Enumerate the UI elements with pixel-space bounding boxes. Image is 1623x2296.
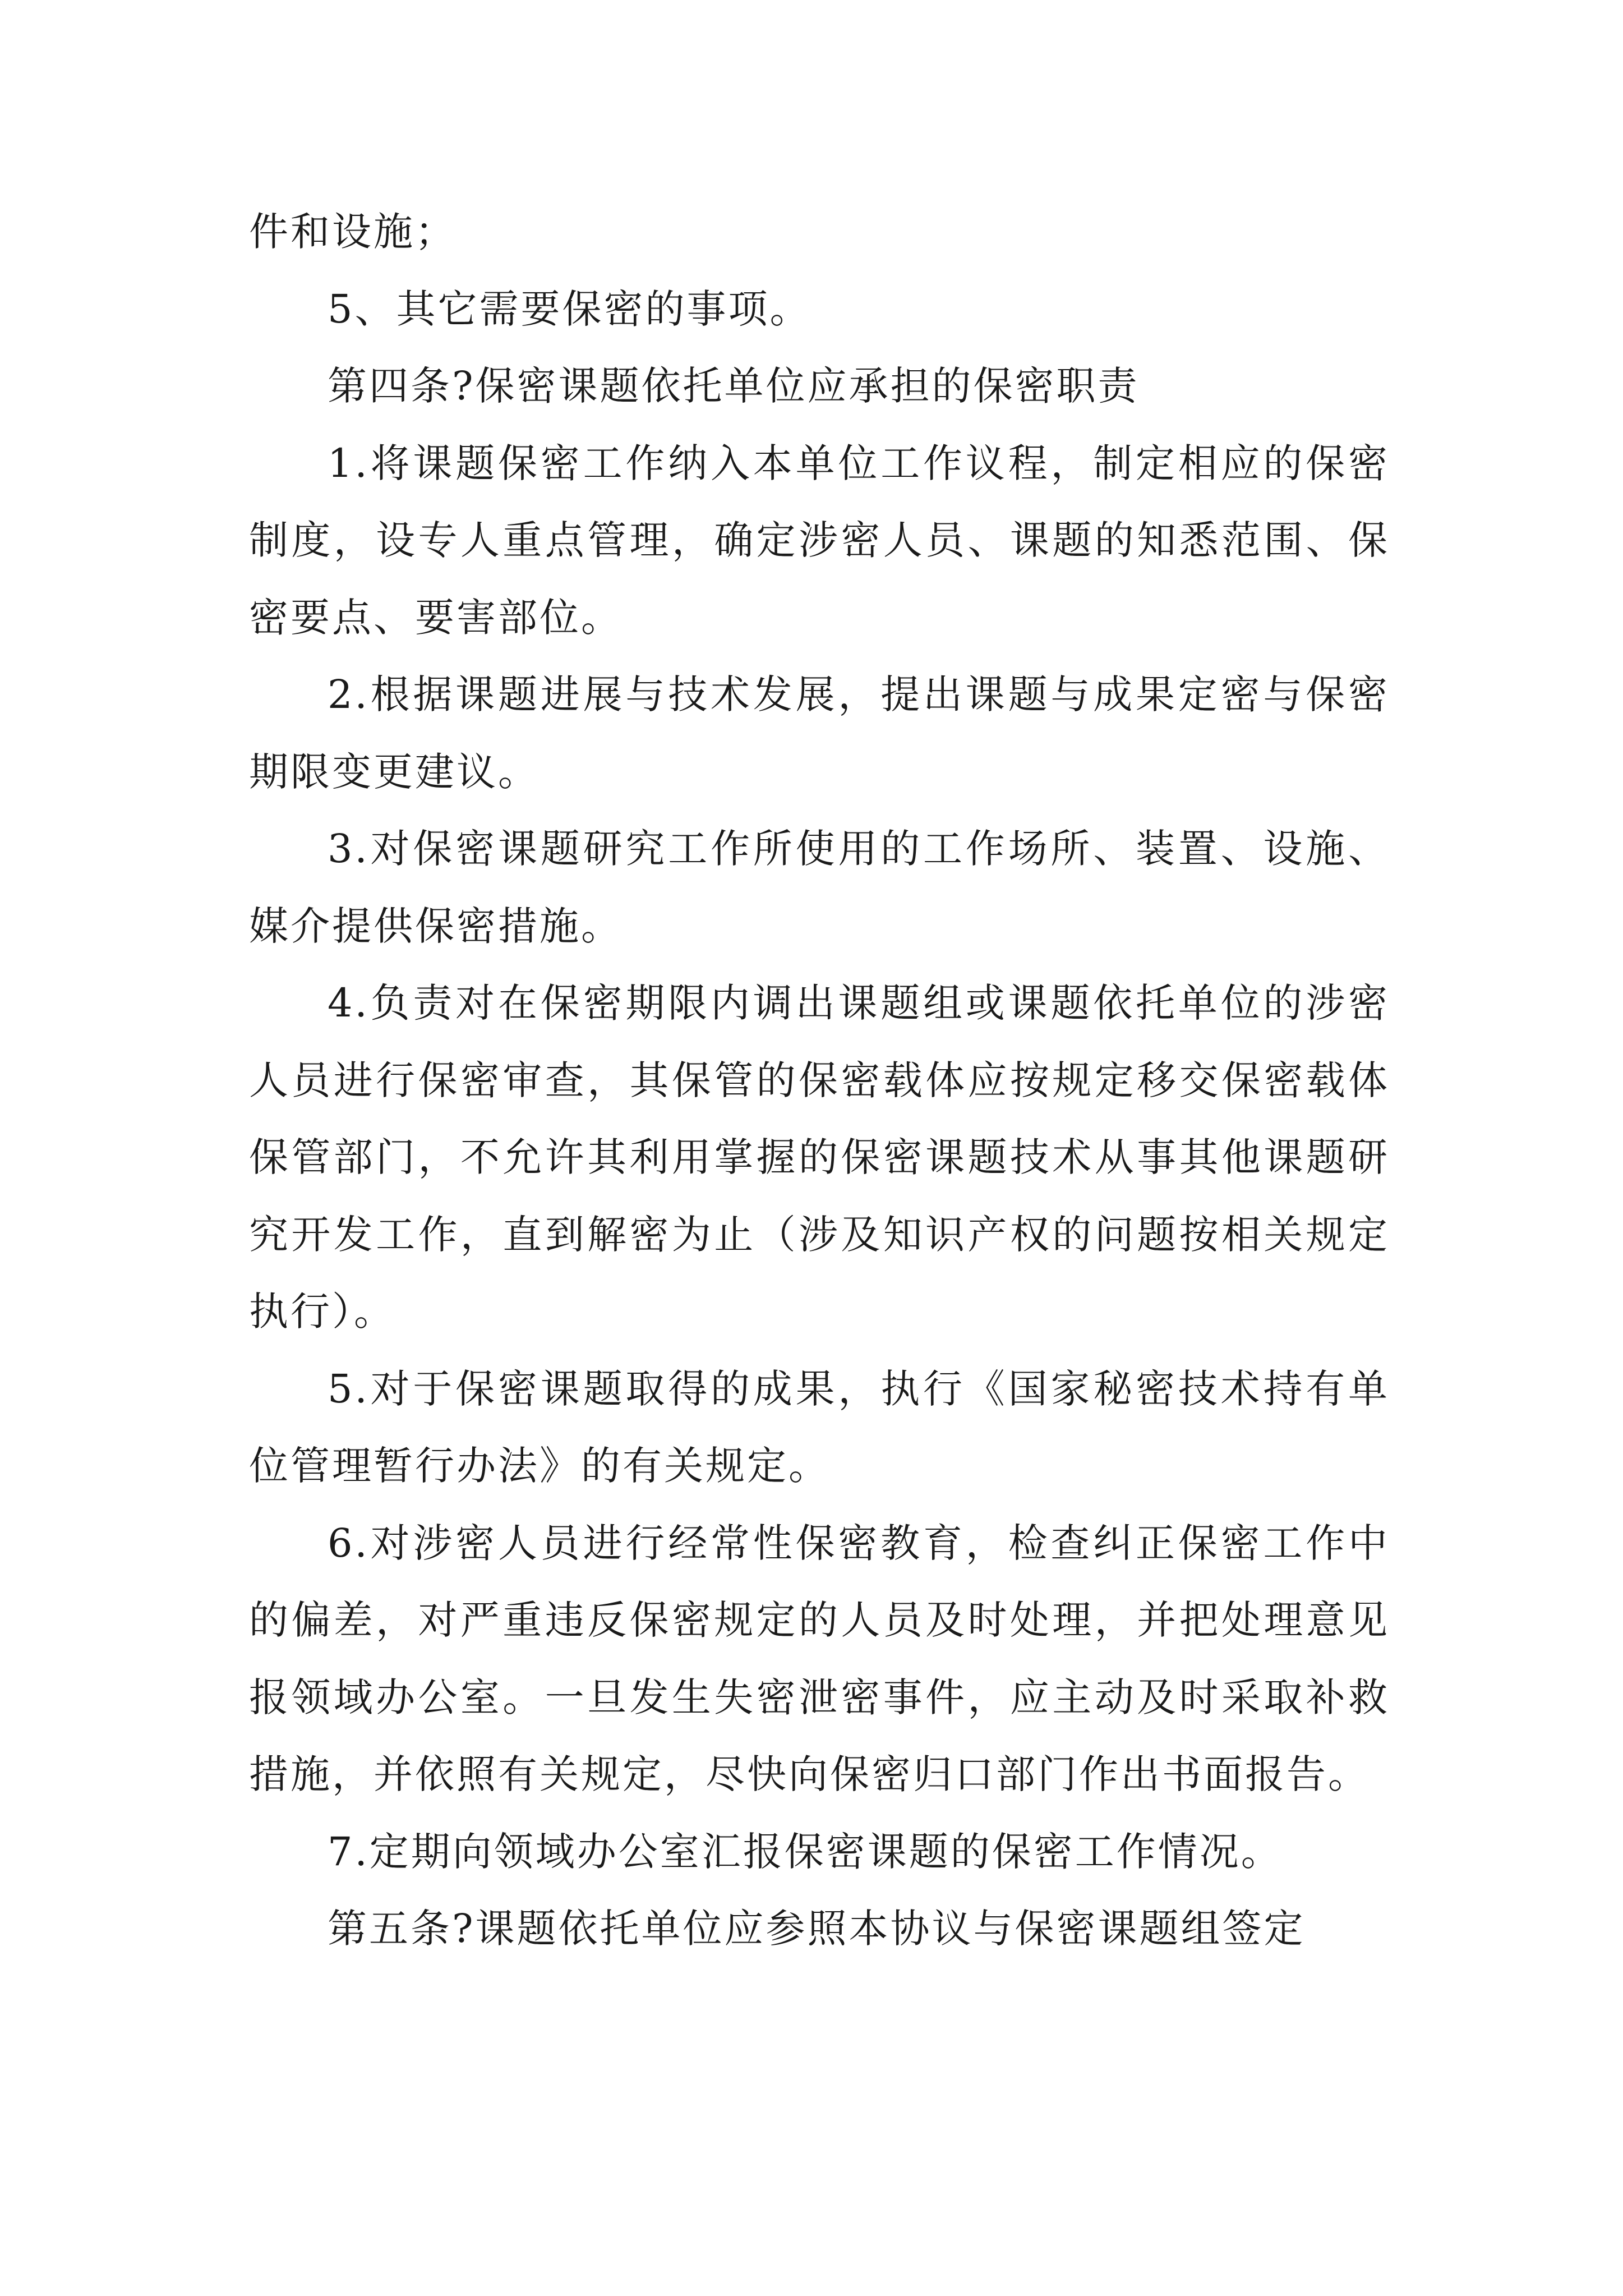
duty-item-7: 7.定期向领域办公室汇报保密课题的保密工作情况。	[328, 1828, 1283, 1875]
article-5-heading: 第五条?课题依托单位应参照本协议与保密课题组签定	[328, 1906, 1306, 1952]
duty-item-4: 4.负责对在保密期限内调出课题组或课题依托单位的涉密人员进行保密审查，其保管的保密载体应按规定移交保密载体保管部门，不允许其利用掌握的保密课题技术从事其他课题研究开发工作，直到解密为止（涉及知识产权的问题按相关规定执行）。	[249, 980, 1390, 1335]
document-body	[249, 194, 1390, 1968]
paragraph-continuation: 件和设施；	[249, 209, 457, 255]
duty-item-2: 2.根据课题进展与技术发展，提出课题与成果定密与保密期限变更建议。	[249, 671, 1390, 795]
paragraph-item-5: 5、其它需要保密的事项。	[328, 286, 811, 332]
duty-item-6: 6.对涉密人员进行经常性保密教育，检查纠正保密工作中的偏差，对严重违反保密规定的人员及时处理，并把处理意见报领域办公室。一旦发生失密泄密事件，应主动及时采取补救措施，并依照有关规定，尽快向保密归口部门作出书面报告。	[249, 1520, 1390, 1797]
article-4-heading: 第四条?保密课题依托单位应承担的保密职责	[328, 363, 1140, 409]
duty-item-5: 5.对于保密课题取得的成果，执行《国家秘密技术持有单位管理暂行办法》的有关规定。	[249, 1365, 1390, 1489]
duty-item-3: 3.对保密课题研究工作所使用的工作场所、装置、设施、媒介提供保密措施。	[249, 826, 1390, 949]
duty-item-1: 1.将课题保密工作纳入本单位工作议程，制定相应的保密制度，设专人重点管理，确定涉密人员、课题的知悉范围、保密要点、要害部位。	[249, 440, 1390, 641]
